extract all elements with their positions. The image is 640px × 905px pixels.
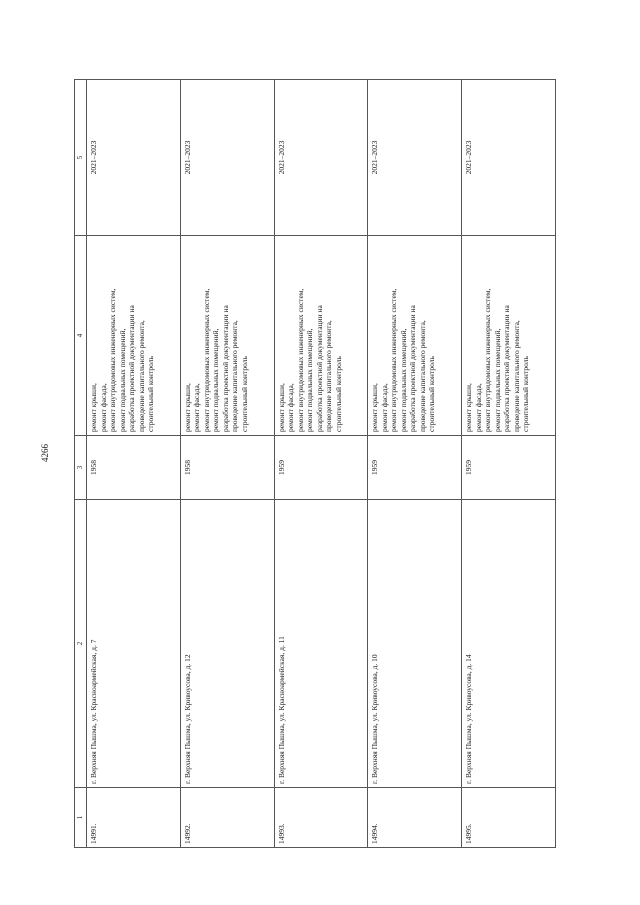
period-cell: 2021–2023	[87, 80, 181, 236]
work-item: проведение капитального ремонта,	[136, 320, 146, 432]
work-item: ремонт крыши,	[182, 383, 192, 432]
work-item: ремонт подвальных помещений,	[305, 328, 315, 432]
work-item: ремонт фасада,	[286, 383, 296, 432]
period-cell: 2021–2023	[180, 80, 274, 236]
column-number: 1	[75, 788, 87, 848]
work-item: ремонт фасада,	[98, 383, 108, 432]
work-item: разработка проектной документации на	[408, 305, 418, 432]
column-number-row	[75, 80, 87, 848]
address-cell: г. Верхняя Пышма, ул. Кривоусова, д. 14	[462, 500, 556, 788]
column-number: 3	[75, 436, 87, 500]
construction-year-cell: 1958	[180, 436, 274, 500]
construction-year-cell: 1959	[274, 436, 368, 500]
work-item: ремонт фасада,	[192, 383, 202, 432]
work-item: строительный контроль	[521, 356, 531, 432]
column-number: 4	[75, 236, 87, 436]
address-cell: г. Верхняя Пышма, ул. Красноармейская, д. 11	[274, 500, 368, 788]
work-item: ремонт внутридомовых инженерных систем,	[295, 288, 305, 432]
work-item: разработка проектной документации на	[220, 305, 230, 432]
capital-repair-table	[74, 79, 556, 848]
work-item: ремонт крыши,	[370, 383, 380, 432]
period-cell: 2021–2023	[462, 80, 556, 236]
table-row	[87, 80, 181, 848]
work-item: строительный контроль	[146, 356, 155, 432]
works-cell	[87, 236, 181, 436]
work-item: ремонт крыши,	[276, 383, 286, 432]
row-number-cell: 14994.	[368, 788, 462, 848]
works-cell	[368, 236, 462, 436]
row-number-cell: 14995.	[462, 788, 556, 848]
work-item: ремонт подвальных помещений,	[211, 328, 221, 432]
period-cell: 2021–2023	[368, 80, 462, 236]
work-item: ремонт внутридомовых инженерных систем,	[483, 288, 493, 432]
work-item: ремонт внутридомовых инженерных систем,	[201, 288, 211, 432]
work-item: проведение капитального ремонта,	[324, 320, 334, 432]
construction-year-cell: 1958	[87, 436, 181, 500]
work-item: проведение капитального ремонта,	[417, 320, 427, 432]
row-number-cell: 14991.	[87, 788, 181, 848]
address-cell: г. Верхняя Пышма, ул. Кривоусова, д. 12	[180, 500, 274, 788]
works-cell	[180, 236, 274, 436]
table-row	[274, 80, 368, 848]
work-item: ремонт подвальных помещений,	[492, 328, 502, 432]
document-table-area	[74, 80, 556, 848]
work-item: разработка проектной документации на	[127, 305, 136, 432]
page-number	[40, 437, 50, 469]
work-item: строительный контроль	[333, 356, 343, 432]
row-number-cell: 14993.	[274, 788, 368, 848]
column-number: 5	[75, 80, 87, 236]
row-number-cell: 14992.	[180, 788, 274, 848]
construction-year-cell: 1959	[462, 436, 556, 500]
work-item: ремонт подвальных помещений,	[398, 328, 408, 432]
work-item: строительный контроль	[239, 356, 249, 432]
work-item: ремонт фасада,	[473, 383, 483, 432]
address-cell: г. Верхняя Пышма, ул. Красноармейская, д. 7	[87, 500, 181, 788]
work-item: разработка проектной документации на	[314, 305, 324, 432]
rotated-table-wrapper	[74, 80, 556, 848]
works-cell	[274, 236, 368, 436]
column-number: 2	[75, 500, 87, 788]
work-item: ремонт фасада,	[379, 383, 389, 432]
work-item: ремонт крыши,	[464, 383, 474, 432]
works-cell	[462, 236, 556, 436]
work-item: ремонт внутридомовых инженерных систем,	[108, 288, 117, 432]
period-cell: 2021–2023	[274, 80, 368, 236]
work-item: ремонт крыши,	[89, 383, 98, 432]
work-item: строительный контроль	[427, 356, 437, 432]
table-row	[462, 80, 556, 848]
table-row	[180, 80, 274, 848]
work-item: проведение капитального ремонта,	[511, 320, 521, 432]
table-row	[368, 80, 462, 848]
construction-year-cell: 1959	[368, 436, 462, 500]
page-number-text: 4266	[40, 444, 50, 462]
address-cell: г. Верхняя Пышма, ул. Кривоусова, д. 10	[368, 500, 462, 788]
work-item: ремонт подвальных помещений,	[117, 328, 127, 432]
work-item: проведение капитального ремонта,	[230, 320, 240, 432]
work-item: разработка проектной документации на	[502, 305, 512, 432]
work-item: ремонт внутридомовых инженерных систем,	[389, 288, 399, 432]
